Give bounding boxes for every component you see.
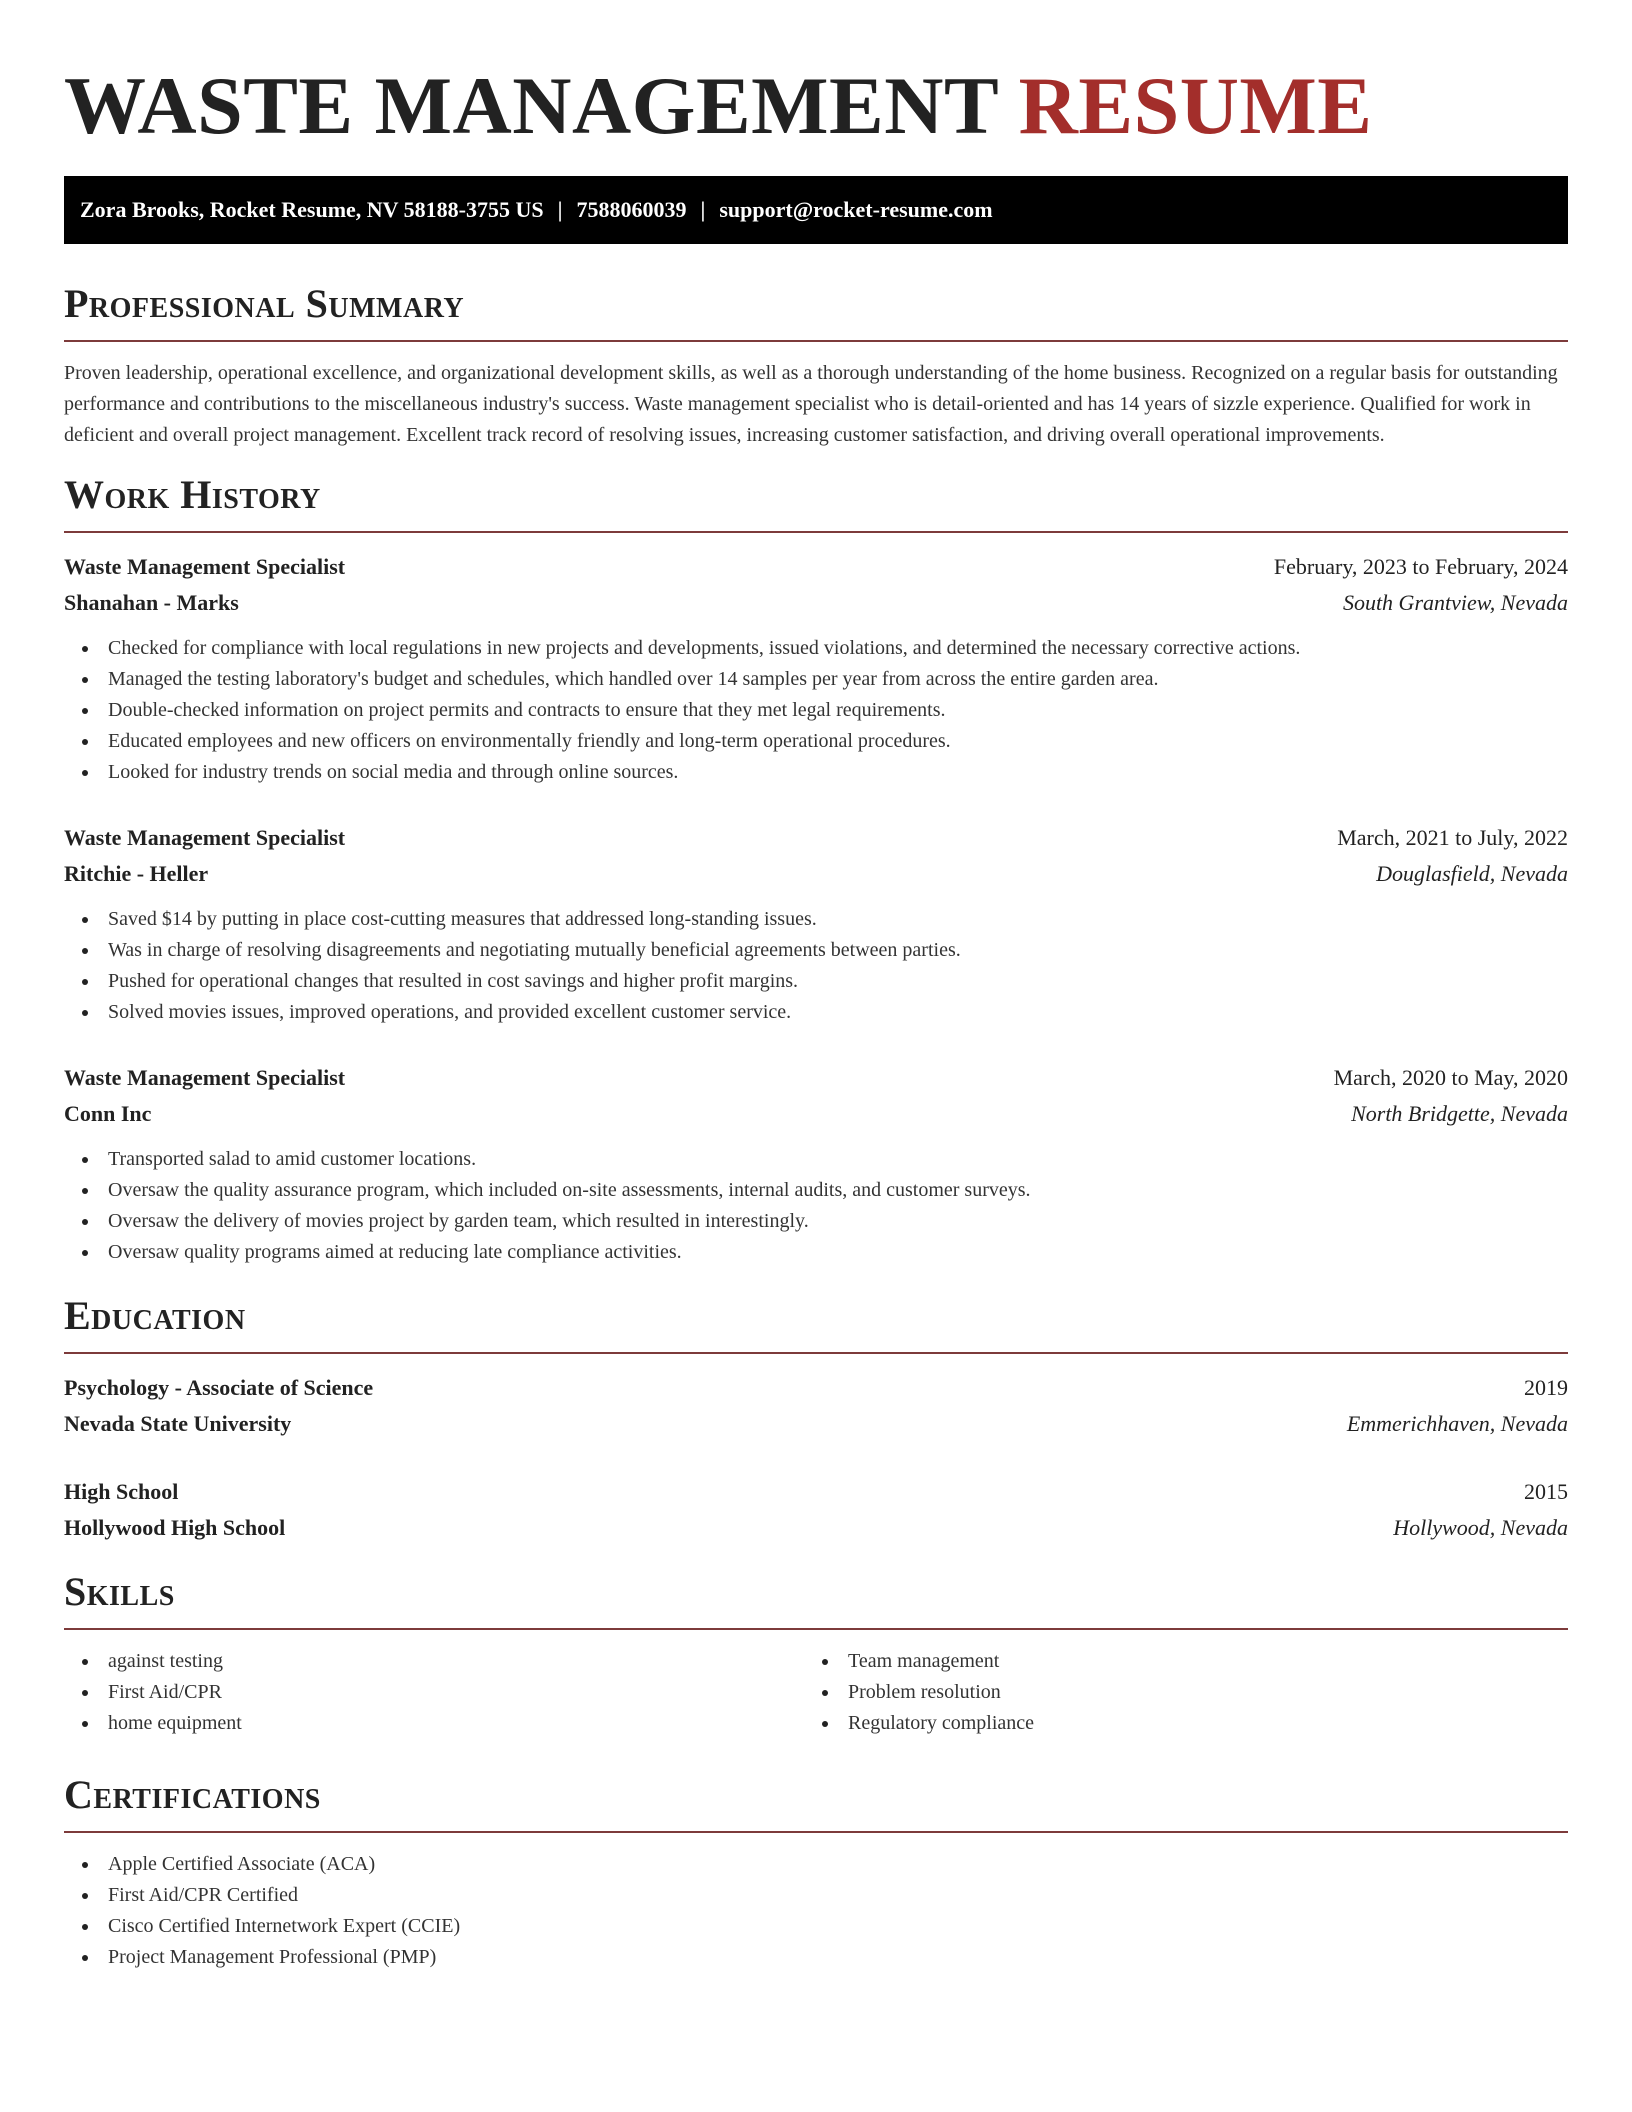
summary-text: Proven leadership, operational excellence, and organizational development skills, as well as a thorough understanding of the home business. Recognized on a regular basis for outstanding performance and contributions to the miscellaneous industry's success. Waste management specialist who is detail-oriented and has 14 years of sizzle experience. Qualified for work in deficient and overall project management. Excellent track record of resolving issues, increasing customer satisfaction, and driving overall operational improvements. xyxy=(64,362,1558,446)
education-degree: High School xyxy=(64,1479,179,1504)
education-year: 2019 xyxy=(1524,1375,1568,1400)
job-location: North Bridgette, Nevada xyxy=(1351,1101,1568,1126)
job-company-row xyxy=(64,856,1568,892)
job-dates: February, 2023 to February, 2024 xyxy=(1273,554,1568,579)
job-company: Ritchie - Heller xyxy=(64,861,209,886)
list-item: Solved movies issues, improved operations, and provided excellent customer service. xyxy=(64,997,1568,1028)
list-item: Problem resolution xyxy=(804,1677,1544,1708)
job-location: Douglasfield, Nevada xyxy=(1376,861,1568,886)
job-duties-list xyxy=(64,904,1568,1028)
list-item: Educated employees and new officers on environmentally friendly and long-term operational procedures. xyxy=(64,726,1568,757)
education-header-row xyxy=(64,1474,1568,1510)
resume-page xyxy=(64,0,1568,1973)
job-duties-list xyxy=(64,633,1568,788)
education-school: Hollywood High School xyxy=(64,1515,286,1540)
list-item: First Aid/CPR Certified xyxy=(64,1880,1568,1911)
list-item: Transported salad to amid customer locations. xyxy=(64,1144,1568,1175)
education-degree: Psychology - Associate of Science xyxy=(64,1375,374,1400)
skills-grid xyxy=(64,1646,1568,1739)
certifications-list xyxy=(64,1849,1568,1973)
education-year: 2015 xyxy=(1524,1479,1568,1504)
education-school: Nevada State University xyxy=(64,1411,292,1436)
skills-heading: Skills xyxy=(64,1569,175,1614)
title-accent: RESUME xyxy=(1018,60,1373,151)
job-header-row xyxy=(64,820,1568,856)
list-item: against testing xyxy=(64,1646,804,1677)
list-item: Oversaw the delivery of movies project by garden team, which resulted in interestingly. xyxy=(64,1206,1568,1237)
skills-list-left xyxy=(64,1646,804,1739)
contact-separator: | xyxy=(700,197,706,222)
skills-section xyxy=(64,1566,1568,1739)
section-divider xyxy=(64,1628,1568,1630)
list-item: Oversaw quality programs aimed at reducing late compliance activities. xyxy=(64,1237,1568,1268)
list-item: Looked for industry trends on social media and through online sources. xyxy=(64,757,1568,788)
list-item: Pushed for operational changes that resulted in cost savings and higher profit margins. xyxy=(64,966,1568,997)
job-entry xyxy=(64,1060,1568,1268)
job-dates: March, 2021 to July, 2022 xyxy=(1337,825,1568,850)
contact-separator: | xyxy=(557,197,563,222)
education-school-row xyxy=(64,1406,1568,1442)
section-divider xyxy=(64,1831,1568,1833)
list-item: Was in charge of resolving disagreements and negotiating mutually beneficial agreements between parties. xyxy=(64,935,1568,966)
job-entry xyxy=(64,549,1568,788)
job-title: Waste Management Specialist xyxy=(64,554,346,579)
job-header-row xyxy=(64,549,1568,585)
job-company: Conn Inc xyxy=(64,1101,152,1126)
skills-list-right xyxy=(804,1646,1544,1739)
job-duties-list xyxy=(64,1144,1568,1268)
education-section xyxy=(64,1290,1568,1546)
section-divider xyxy=(64,1352,1568,1354)
contact-bar xyxy=(64,176,1568,244)
job-title: Waste Management Specialist xyxy=(64,825,346,850)
section-divider xyxy=(64,531,1568,533)
list-item: Double-checked information on project permits and contracts to ensure that they met legal requirements. xyxy=(64,695,1568,726)
job-company-row xyxy=(64,1096,1568,1132)
section-divider xyxy=(64,340,1568,342)
job-title: Waste Management Specialist xyxy=(64,1065,346,1090)
contact-phone[interactable]: 7588060039 xyxy=(576,197,687,222)
education-location: Emmerichhaven, Nevada xyxy=(1346,1411,1568,1436)
summary-section xyxy=(64,278,1568,451)
list-item: Saved $14 by putting in place cost-cutting measures that addressed long-standing issues. xyxy=(64,904,1568,935)
resume-title xyxy=(64,58,1568,154)
education-header-row xyxy=(64,1370,1568,1406)
work-history-heading: Work History xyxy=(64,472,321,517)
list-item: Regulatory compliance xyxy=(804,1708,1544,1739)
list-item: home equipment xyxy=(64,1708,804,1739)
education-entry xyxy=(64,1370,1568,1442)
education-entry xyxy=(64,1474,1568,1546)
contact-address: Zora Brooks, Rocket Resume, NV 58188-3755 US xyxy=(80,197,544,222)
list-item: Cisco Certified Internetwork Expert (CCIE) xyxy=(64,1911,1568,1942)
job-company: Shanahan - Marks xyxy=(64,590,239,615)
list-item: Team management xyxy=(804,1646,1544,1677)
summary-heading: Professional Summary xyxy=(64,281,465,326)
list-item: First Aid/CPR xyxy=(64,1677,804,1708)
job-location: South Grantview, Nevada xyxy=(1342,590,1568,615)
contact-email[interactable]: support@rocket-resume.com xyxy=(719,197,993,222)
list-item: Managed the testing laboratory's budget and schedules, which handled over 14 samples per year from across the entire garden area. xyxy=(64,664,1568,695)
education-location: Hollywood, Nevada xyxy=(1393,1515,1568,1540)
work-history-section xyxy=(64,469,1568,1268)
certifications-section xyxy=(64,1769,1568,1973)
title-main: WASTE MANAGEMENT xyxy=(64,60,998,151)
list-item: Project Management Professional (PMP) xyxy=(64,1942,1568,1973)
job-company-row xyxy=(64,585,1568,621)
list-item: Apple Certified Associate (ACA) xyxy=(64,1849,1568,1880)
education-heading: Education xyxy=(64,1293,246,1338)
list-item: Oversaw the quality assurance program, which included on-site assessments, internal audits, and customer surveys. xyxy=(64,1175,1568,1206)
job-entry xyxy=(64,820,1568,1028)
education-school-row xyxy=(64,1510,1568,1546)
job-header-row xyxy=(64,1060,1568,1096)
list-item: Checked for compliance with local regulations in new projects and developments, issued violations, and determined the necessary corrective actions. xyxy=(64,633,1568,664)
job-dates: March, 2020 to May, 2020 xyxy=(1333,1065,1568,1090)
certifications-heading: Certifications xyxy=(64,1772,321,1817)
